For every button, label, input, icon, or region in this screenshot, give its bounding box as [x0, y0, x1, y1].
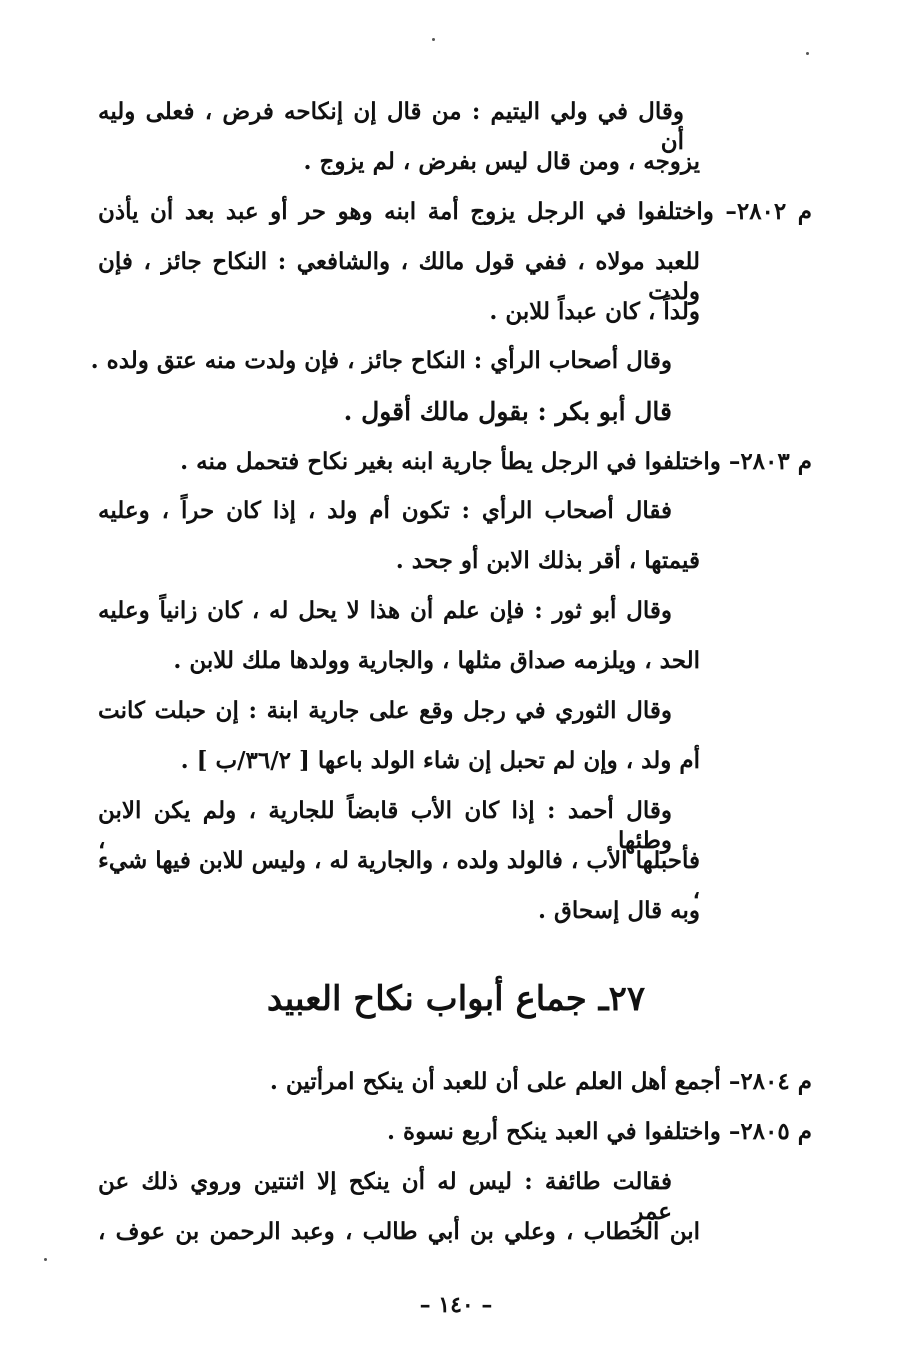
text-line: قيمتها ، أقر بذلك الابن أو جحد .: [395, 547, 700, 574]
text-line: الحد ، ويلزمه صداق مثلها ، والجارية وولدها ملك للابن .: [173, 647, 700, 674]
issue-line: م ٢٨٠٤– أجمع أهل العلم على أن للعبد أن ينكح امرأتين .: [269, 1068, 812, 1095]
text-line: فأحبلها الأب ، فالولد ولده ، والجارية له ، وليس للابن فيها شيء ،: [98, 847, 700, 904]
text-line: أم ولد ، وإن لم تحبل إن شاء الولد باعها [ ٣٦/٢/ب ] .: [180, 747, 700, 774]
text-line: وبه قال إسحاق .: [538, 897, 700, 924]
text-line: وقال أبو ثور : فإن علم أن هذا لا يحل له ، كان زانياً وعليه: [98, 597, 672, 624]
text-line: للعبد مولاه ، ففي قول مالك ، والشافعي : النكاح جائز ، فإن ولدت: [98, 248, 700, 305]
text-line: فقالت طائفة : ليس له أن ينكح إلا اثنتين وروي ذلك عن عمر: [98, 1168, 672, 1225]
text-line: وقال الثوري في رجل وقع على جارية ابنة : إن حبلت كانت: [98, 697, 672, 724]
scan-speck: [44, 1258, 47, 1261]
text-line: وقال أحمد : إذا كان الأب قابضاً للجارية ، ولم يكن الابن وطئها ،: [98, 797, 672, 854]
issue-line: م ٢٨٠٥– واختلفوا في العبد ينكح أربع نسوة .: [387, 1118, 812, 1145]
opinion-line: قال أبو بكر : بقول مالك أقول .: [343, 397, 672, 426]
text-line: ابن الخطاب ، وعلي بن أبي طالب ، وعبد الرحمن بن عوف ،: [98, 1218, 700, 1245]
scan-speck: [806, 52, 809, 55]
chapter-heading: ٢٧ـ جماع أبواب نكاح العبيد: [266, 979, 646, 1019]
issue-line: م ٢٨٠٣– واختلفوا في الرجل يطأ جارية ابنه بغير نكاح فتحمل منه .: [180, 448, 812, 475]
text-line: ولداً ، كان عبداً للابن .: [489, 298, 700, 325]
text-line: فقال أصحاب الرأي : تكون أم ولد ، إذا كان حراً ، وعليه: [98, 497, 672, 524]
text-line: وقال أصحاب الرأي : النكاح جائز ، فإن ولدت منه عتق ولده .: [90, 347, 672, 374]
issue-line: م ٢٨٠٢– واختلفوا في الرجل يزوج أمة ابنه وهو حر أو عبد بعد أن يأذن: [98, 198, 813, 225]
page-number: – ١٤٠ –: [419, 1292, 493, 1318]
text-line: وقال في ولي اليتيم : من قال إن إنكاحه فرض ، فعلى وليه أن: [98, 98, 684, 155]
text-line: يزوجه ، ومن قال ليس بفرض ، لم يزوج .: [303, 148, 700, 175]
scan-speck: [432, 38, 435, 41]
